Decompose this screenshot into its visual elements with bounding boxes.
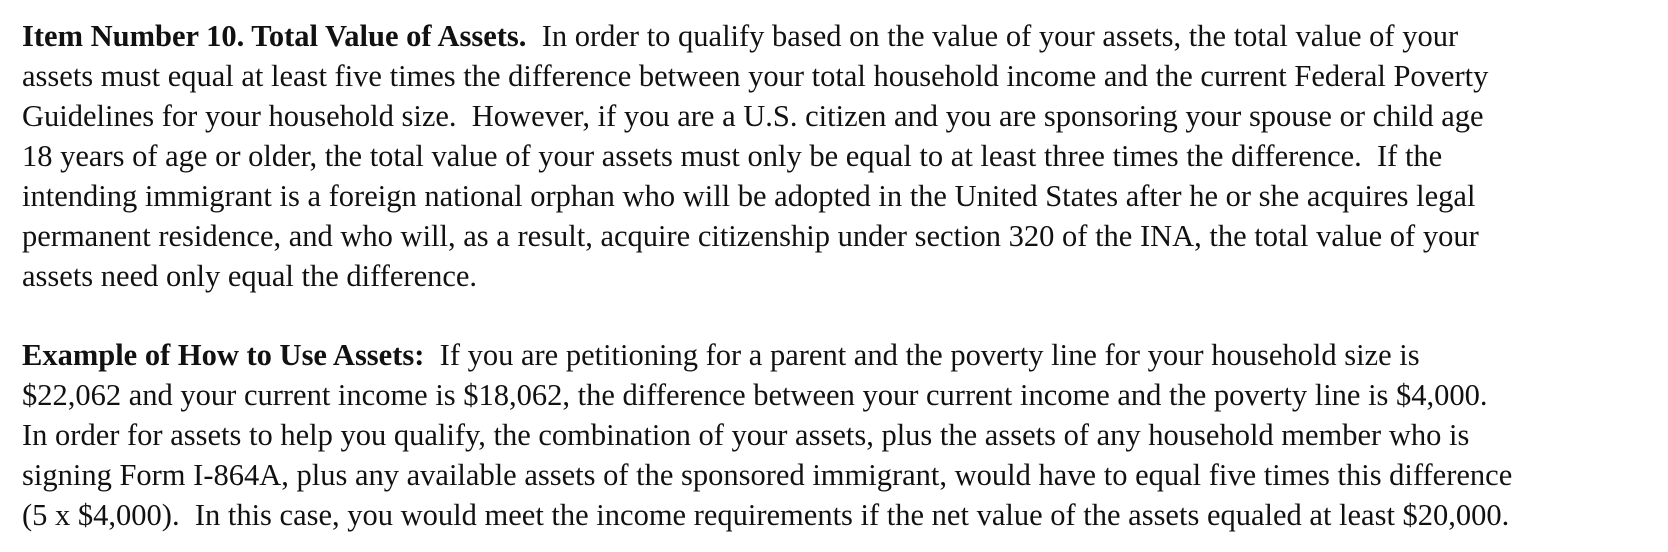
paragraph-line: intending immigrant is a foreign national orphan who will be adopted in the United States after he or she acquires legal <box>22 179 1476 213</box>
document-page <box>22 16 1662 535</box>
example-heading: Example of How to Use Assets: <box>22 338 425 372</box>
paragraph-line: Guidelines for your household size. However, if you are a U.S. citizen and you are sponsoring your spouse or child age <box>22 99 1484 133</box>
paragraph-line: permanent residence, and who will, as a result, acquire citizenship under section 320 of the INA, the total value of your <box>22 219 1479 253</box>
item-10-heading: Item Number 10. Total Value of Assets. <box>22 19 527 53</box>
paragraph-line: assets need only equal the difference. <box>22 259 478 293</box>
paragraph-line: $22,062 and your current income is $18,062, the difference between your current income and the poverty line is $4,000. <box>22 378 1488 412</box>
item-10-paragraph <box>22 16 1662 296</box>
paragraph-line: (5 x $4,000). In this case, you would meet the income requirements if the net value of the assets equaled at least $20,000. <box>22 498 1510 532</box>
example-intro-text: If you are petitioning for a parent and the poverty line for your household size is <box>424 338 1420 372</box>
item-10-intro-text: In order to qualify based on the value of your assets, the total value of your <box>526 19 1459 53</box>
paragraph-line <box>22 335 1662 375</box>
paragraph-line: In order for assets to help you qualify, the combination of your assets, plus the assets of any household member who is <box>22 418 1470 452</box>
paragraph-line: signing Form I-864A, plus any available assets of the sponsored immigrant, would have to equal five times this difference <box>22 458 1513 492</box>
paragraph-line <box>22 16 1662 56</box>
paragraph-line: assets must equal at least five times the difference between your total household income and the current Federal Poverty <box>22 59 1489 93</box>
paragraph-line: 18 years of age or older, the total value of your assets must only be equal to at least three times the difference. If the <box>22 139 1443 173</box>
example-paragraph <box>22 335 1662 535</box>
